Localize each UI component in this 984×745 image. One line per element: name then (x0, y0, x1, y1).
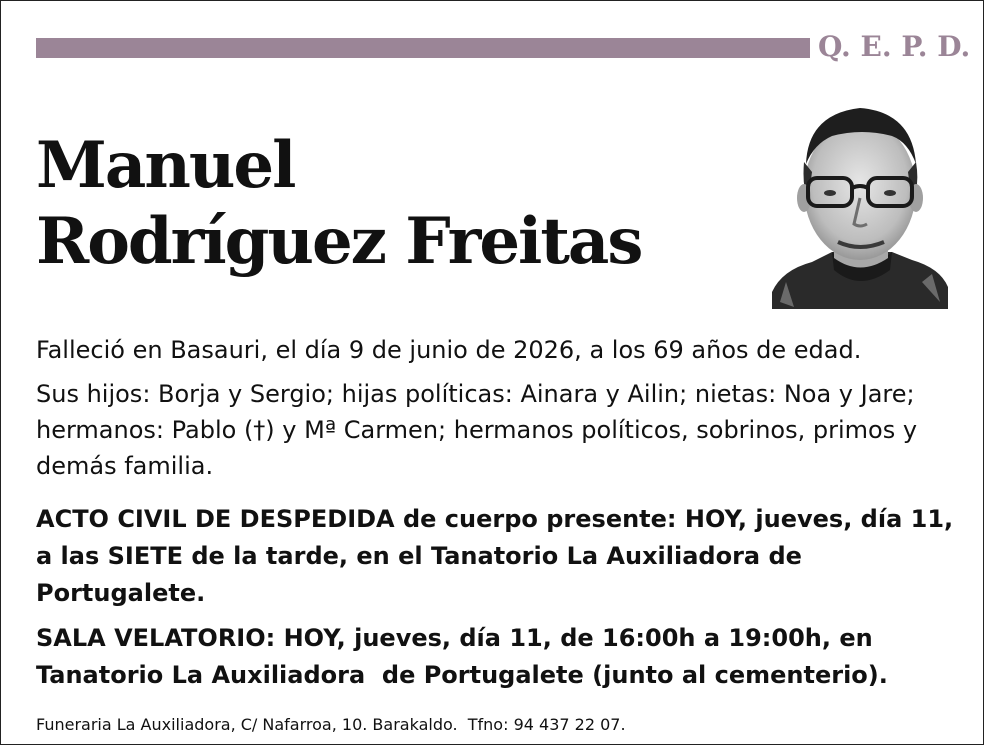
funeral-home-footer: Funeraria La Auxiliadora, C/ Nafarroa, 10. Barakaldo. Tfno: 94 437 22 07. (36, 715, 626, 734)
deceased-name (36, 128, 641, 280)
portrait-photo-icon (772, 102, 948, 309)
portrait-photo (772, 102, 948, 309)
deceased-surnames: Rodríguez Freitas (36, 204, 642, 279)
ceremony-info: ACTO CIVIL DE DESPEDIDA de cuerpo presente: HOY, jueves, día 11, a las SIETE de la tarde, en el Tanatorio La Auxiliadora de Portugalete. (36, 505, 954, 607)
wake-info: SALA VELATORIO: HOY, jueves, día 11, de 16:00h a 19:00h, en Tanatorio La Auxiliadora de Portugalete (junto al cementerio). (36, 624, 888, 689)
family-list: Sus hijos: Borja y Sergio; hijas políticas: Ainara y Ailin; nietas: Noa y Jare; hermanos: Pablo (†) y Mª Carmen; hermanos políticos, sobrinos, primos y demás familia. (36, 380, 918, 480)
deceased-first-name: Manuel (36, 128, 295, 203)
qepd-label: Q. E. P. D. (818, 30, 971, 63)
death-notice: Falleció en Basauri, el día 9 de junio de 2026, a los 69 años de edad. (36, 336, 862, 364)
header-bar (36, 38, 810, 58)
